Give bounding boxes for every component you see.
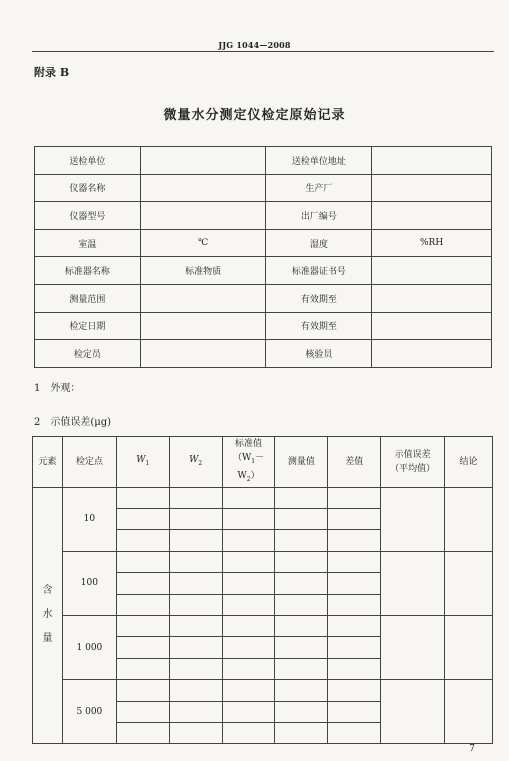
table-row	[33, 487, 493, 508]
data-cell	[328, 722, 381, 743]
data-cell	[116, 573, 169, 594]
data-cell	[169, 637, 222, 658]
table-row	[33, 680, 493, 701]
element-char: 含	[42, 585, 53, 597]
data-cell	[328, 637, 381, 658]
header-standard-line2	[233, 453, 264, 481]
data-cell	[169, 573, 222, 594]
data-cell	[222, 551, 275, 572]
section-appearance: 1 外观：	[34, 383, 81, 394]
data-cell	[169, 551, 222, 572]
info-row	[35, 312, 492, 340]
std-part-b: －W	[237, 453, 265, 481]
info-label-cell: 送检单位地址	[266, 147, 372, 175]
check-point-cell: 5 000	[62, 680, 116, 744]
table-row	[33, 615, 493, 636]
data-cell	[116, 615, 169, 636]
header-check-point-text: 检定点	[75, 456, 103, 467]
header-w2-sub: 2	[198, 459, 203, 467]
info-value-cell	[372, 202, 492, 230]
data-cell	[116, 594, 169, 615]
data-cell	[275, 530, 328, 551]
data-cell	[116, 487, 169, 508]
data-cell	[328, 487, 381, 508]
info-row	[35, 257, 492, 285]
data-cell	[328, 658, 381, 679]
header-conclusion	[445, 437, 493, 488]
info-label-cell: 核验员	[266, 340, 372, 368]
check-point-cell: 10	[62, 487, 116, 551]
info-value-cell: %RH	[372, 229, 492, 257]
data-cell	[275, 722, 328, 743]
info-value-cell	[140, 284, 266, 312]
header-conclusion-text: 结论	[459, 456, 478, 467]
data-cell	[169, 615, 222, 636]
info-row	[35, 340, 492, 368]
check-point-cell: 100	[62, 551, 116, 615]
data-cell	[222, 680, 275, 701]
info-row	[35, 284, 492, 312]
data-cell	[222, 487, 275, 508]
data-cell	[275, 551, 328, 572]
header-divider	[32, 51, 494, 52]
info-value-cell	[140, 202, 266, 230]
info-label-cell: 出厂编号	[266, 202, 372, 230]
data-cell	[116, 722, 169, 743]
data-cell	[328, 680, 381, 701]
appendix-label: 附录 B	[34, 66, 70, 79]
std-part-a: （W	[232, 453, 252, 463]
data-cell	[275, 615, 328, 636]
header-element	[33, 437, 63, 488]
info-row	[35, 174, 492, 202]
data-cell	[328, 594, 381, 615]
indication-error-cell	[381, 551, 445, 615]
conclusion-cell	[445, 615, 493, 679]
info-value-cell	[372, 340, 492, 368]
data-cell	[328, 573, 381, 594]
data-cell	[169, 508, 222, 529]
conclusion-cell	[445, 487, 493, 551]
std-sub2: 2	[246, 475, 251, 483]
data-cell	[169, 680, 222, 701]
info-value-cell	[372, 147, 492, 175]
data-cell	[222, 594, 275, 615]
data-cell	[328, 508, 381, 529]
header-measured	[275, 437, 328, 488]
info-value-cell: 标准物质	[140, 257, 266, 285]
info-label-cell: 送检单位	[35, 147, 141, 175]
header-w2-text: W	[189, 454, 199, 465]
data-cell	[169, 722, 222, 743]
header-element-text: 元素	[38, 456, 57, 467]
data-cell	[328, 530, 381, 551]
check-point-cell: 1 000	[62, 615, 116, 679]
data-cell	[222, 530, 275, 551]
header-w1-sub: 1	[145, 459, 150, 467]
data-cell	[275, 701, 328, 722]
instrument-info-table	[34, 146, 492, 368]
header-standard-code: JJG 1044—2008	[218, 40, 291, 50]
data-cell	[275, 508, 328, 529]
indication-error-cell	[381, 680, 445, 744]
data-cell	[222, 722, 275, 743]
info-label-cell: 标准器名称	[35, 257, 141, 285]
data-cell	[169, 701, 222, 722]
indication-error-table	[32, 436, 493, 744]
element-char: 量	[42, 633, 53, 645]
data-cell	[275, 637, 328, 658]
data-cell	[275, 594, 328, 615]
info-label-cell: 湿度	[266, 229, 372, 257]
indication-error-cell	[381, 487, 445, 551]
element-cell	[33, 487, 63, 744]
data-cell	[328, 551, 381, 572]
data-cell	[275, 680, 328, 701]
info-value-cell	[372, 174, 492, 202]
header-standard-value	[222, 437, 275, 488]
element-char: 水	[42, 609, 53, 621]
data-cell	[222, 573, 275, 594]
info-value-cell	[372, 284, 492, 312]
data-cell	[222, 615, 275, 636]
info-label-cell: 检定员	[35, 340, 141, 368]
header-w2	[169, 437, 222, 488]
info-label-cell: 检定日期	[35, 312, 141, 340]
info-label-cell: 仪器名称	[35, 174, 141, 202]
header-check-point	[62, 437, 116, 488]
info-label-cell: 生产厂	[266, 174, 372, 202]
header-standard-line1: 标准值	[235, 439, 263, 449]
info-label-cell: 标准器证书号	[266, 257, 372, 285]
document-title: 微量水分测定仪检定原始记录	[163, 108, 346, 123]
data-cell	[169, 487, 222, 508]
data-cell	[328, 701, 381, 722]
info-value-cell: ℃	[140, 229, 266, 257]
info-row	[35, 202, 492, 230]
data-cell	[116, 637, 169, 658]
data-cell	[116, 530, 169, 551]
header-w1	[116, 437, 169, 488]
data-cell	[275, 487, 328, 508]
info-label-cell: 有效期至	[266, 312, 372, 340]
header-error-line2: （平均值）	[390, 463, 436, 474]
header-difference	[328, 437, 381, 488]
data-cell	[116, 680, 169, 701]
info-label-cell: 仪器型号	[35, 202, 141, 230]
data-cell	[275, 658, 328, 679]
info-value-cell	[140, 340, 266, 368]
data-cell	[169, 594, 222, 615]
info-value-cell	[140, 174, 266, 202]
info-value-cell	[140, 147, 266, 175]
header-measured-text: 测量值	[287, 456, 315, 467]
page-number: 7	[469, 744, 475, 754]
info-label-cell: 测量范围	[35, 284, 141, 312]
data-cell	[222, 658, 275, 679]
data-cell	[116, 508, 169, 529]
table-header-row	[33, 437, 493, 488]
header-indication-error	[381, 437, 445, 488]
std-part-c: ）	[250, 470, 260, 481]
indication-error-cell	[381, 615, 445, 679]
info-value-cell	[372, 312, 492, 340]
data-cell	[169, 530, 222, 551]
data-cell	[328, 615, 381, 636]
conclusion-cell	[445, 551, 493, 615]
header-difference-text: 差值	[345, 456, 364, 467]
data-cell	[275, 573, 328, 594]
table-row	[33, 551, 493, 572]
data-cell	[222, 701, 275, 722]
info-value-cell	[140, 312, 266, 340]
conclusion-cell	[445, 680, 493, 744]
header-w1-text: W	[136, 454, 146, 465]
data-cell	[222, 637, 275, 658]
section-indication-error: 2 示值误差(μg)	[34, 417, 112, 428]
data-cell	[116, 701, 169, 722]
std-sub1: 1	[251, 457, 256, 465]
data-cell	[116, 658, 169, 679]
data-cell	[169, 658, 222, 679]
info-label-cell: 室温	[35, 229, 141, 257]
info-row	[35, 229, 492, 257]
info-value-cell	[372, 257, 492, 285]
info-row	[35, 147, 492, 175]
data-cell	[222, 508, 275, 529]
header-error-line1: 示值误差	[394, 449, 431, 460]
info-label-cell: 有效期至	[266, 284, 372, 312]
data-cell	[116, 551, 169, 572]
